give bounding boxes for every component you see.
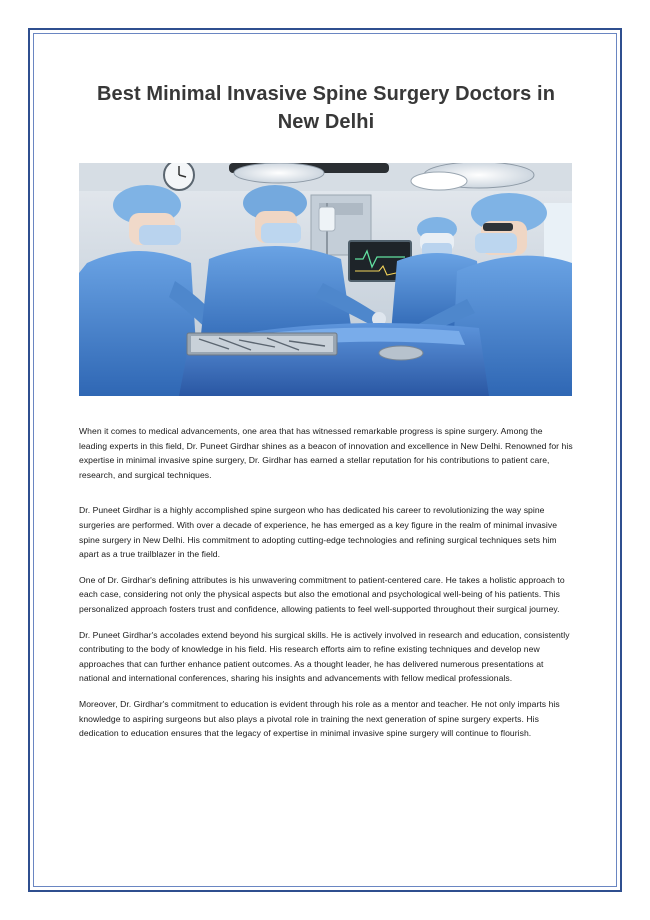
paragraph-5: Moreover, Dr. Girdhar's commitment to education is evident through his role as a mentor and teacher. He not only imparts his knowledge to aspiring surgeons but also plays a pivotal role in training the next generation of spine surgery experts. His dedication to education ensures that the legacy of expertise in minimal invasive spine surgery will continue to flourish. [79, 698, 560, 739]
paragraph-3: One of Dr. Girdhar's defining attributes is his unwavering commitment to patient-centered care. He takes a holistic approach to each case, considering not only the physical aspects but also the emotional and psychological well-being of his patients. This personalized approach fosters trust and confidence, allowing patients to feel well-supported throughout their surgical journey. [79, 574, 565, 614]
paragraph-2: Dr. Puneet Girdhar is a highly accomplished spine surgeon who has dedicated his career to revolutionizing the way spine surgeries are performed. With over a decade of experience, he has emerged as a key figure in the realm of minimal invasive spine surgery in New Delhi. His commitment to adopting cutting-edge technologies and refining surgical techniques sets him apart as a true trailblazer in the field. [79, 505, 558, 560]
document-title: Best Minimal Invasive Spine Surgery Doctors in New Delhi [96, 83, 556, 133]
paragraph-4: Dr. Puneet Girdhar's accolades extend beyond his surgical skills. He is actively involved in research and education, consistently contributing to the body of knowledge in his field. His research efforts aim to refine existing techniques and develop new approaches that can further enhance patient outcomes. As a thought leader, he has delivered numerous presentations at national and international conferences, sharing his insights and advancements with fellow medical professionals. [79, 629, 570, 684]
surgery-photo [79, 163, 572, 396]
paragraph-1: When it comes to medical advancements, one area that has witnessed remarkable progress is spine surgery. Among the leading experts in this field, Dr. Puneet Girdhar shines as a beacon of innovation and excellence in New Delhi. Renowned for his expertise in minimal invasive spine surgery, Dr. Girdhar has earned a stellar reputation for his contributions to patient care, research, and surgical techniques. [79, 426, 573, 480]
document-content [79, 80, 573, 741]
